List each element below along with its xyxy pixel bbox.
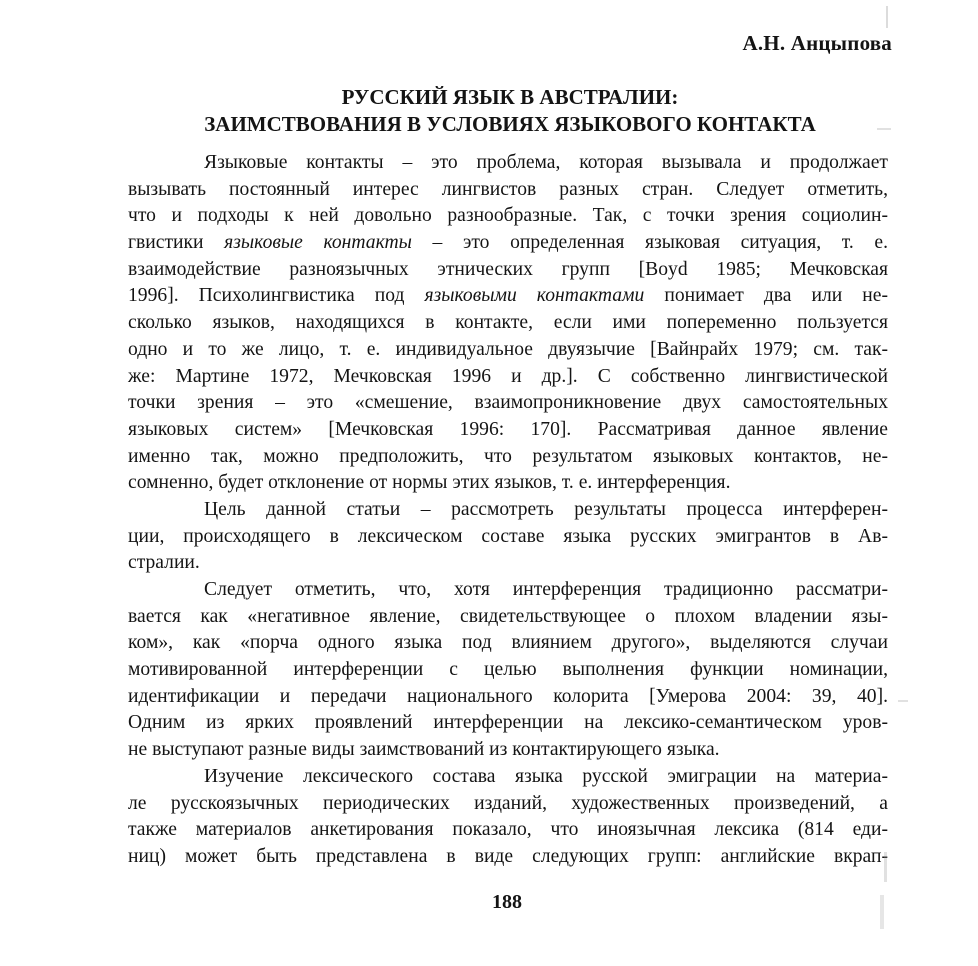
- text-line: идентификации и передачи национального колорита [Умерова 2004: 39, 40].: [128, 685, 888, 707]
- paragraph: [128, 764, 888, 871]
- text-line: взаимодействие разноязычных этнических групп [Boyd 1985; Мечковская: [128, 258, 888, 280]
- text-line: сколько языков, находящихся в контакте, если ими попеременно пользуется: [128, 312, 888, 334]
- text-line: мотивированной интерференции с целью выполнения функции номинации,: [128, 659, 888, 681]
- italic-term: языковыми контактами: [424, 285, 645, 307]
- page-number: 188: [492, 891, 522, 913]
- text-line: Одним из ярких проявлений интерференции на лексико-семантическом уров-: [128, 712, 888, 734]
- paragraph: [128, 150, 888, 497]
- author-name: А.Н. Анцыпова: [742, 31, 892, 55]
- scan-noise: [877, 128, 891, 130]
- scan-noise: [884, 852, 887, 882]
- text-line: Цель данной статьи – рассмотреть результаты процесса интерферен-: [204, 498, 888, 520]
- title-line-2: ЗАИМСТВОВАНИЯ В УСЛОВИЯХ ЯЗЫКОВОГО КОНТАКТА: [204, 112, 816, 136]
- text-line: ком», как «порча одного языка под влиянием другого», выделяются случаи: [128, 632, 888, 654]
- text-run: 1996]. Психолингвистика под: [128, 285, 425, 307]
- text-line: [128, 283, 888, 310]
- text-line: стралии.: [128, 552, 200, 574]
- italic-term: языковые контакты: [224, 232, 412, 254]
- text-line: одно и то же лицо, т. е. индивидуальное двуязычие [Вайнрайх 1979; см. так-: [128, 338, 888, 360]
- text-line: вается как «негативное явление, свидетельствующее о плохом владении язы-: [128, 605, 888, 627]
- text-line: ле русскоязычных периодических изданий, художественных произведений, а: [128, 792, 888, 814]
- scan-noise: [898, 700, 908, 702]
- text-line: сомненно, будет отклонение от нормы этих языков, т. е. интерференция.: [128, 472, 731, 494]
- text-line: языковых систем» [Мечковская 1996: 170]. Рассматривая данное явление: [128, 418, 888, 440]
- text-line: именно так, можно предположить, что результатом языковых контактов, не-: [128, 445, 888, 467]
- article-title: [120, 84, 900, 138]
- text-line: точки зрения – это «смешение, взаимопроникновение двух самостоятельных: [128, 392, 888, 414]
- text-run: гвистики: [128, 232, 225, 254]
- text-line: ции, происходящего в лексическом составе языка русских эмигрантов в Ав-: [128, 525, 888, 547]
- article-body: [128, 150, 888, 871]
- text-line: что и подходы к ней довольно разнообразные. Так, с точки зрения социолин-: [128, 205, 888, 227]
- text-line: не выступают разные виды заимствований из контактирующего языка.: [128, 739, 720, 761]
- text-line: Изучение лексического состава языка русской эмиграции на материа-: [204, 765, 888, 787]
- text-line: Следует отметить, что, хотя интерференция традиционно рассматри-: [204, 579, 888, 600]
- text-line: вызывать постоянный интерес лингвистов разных стран. Следует отметить,: [128, 178, 888, 200]
- text-line: Языковые контакты – это проблема, которая вызывала и продолжает: [204, 152, 888, 173]
- text-line: [128, 230, 888, 257]
- paragraph: [128, 577, 888, 764]
- scan-noise: [880, 895, 884, 929]
- text-run: – это определенная языковая ситуация, т. е.: [411, 232, 888, 254]
- title-line-1: РУССКИЙ ЯЗЫК В АВСТРАЛИИ:: [341, 85, 679, 109]
- text-line: также материалов анкетирования показало, что иноязычная лексика (814 еди-: [128, 819, 888, 841]
- text-run: понимает два или не-: [644, 285, 888, 307]
- text-line: же: Мартине 1972, Мечковская 1996 и др.]. С собственно лингвистической: [128, 365, 888, 387]
- scan-noise: [886, 6, 888, 28]
- text-line: ниц) может быть представлена в виде следующих групп: английские вкрап-: [128, 845, 888, 867]
- paragraph: [128, 497, 888, 577]
